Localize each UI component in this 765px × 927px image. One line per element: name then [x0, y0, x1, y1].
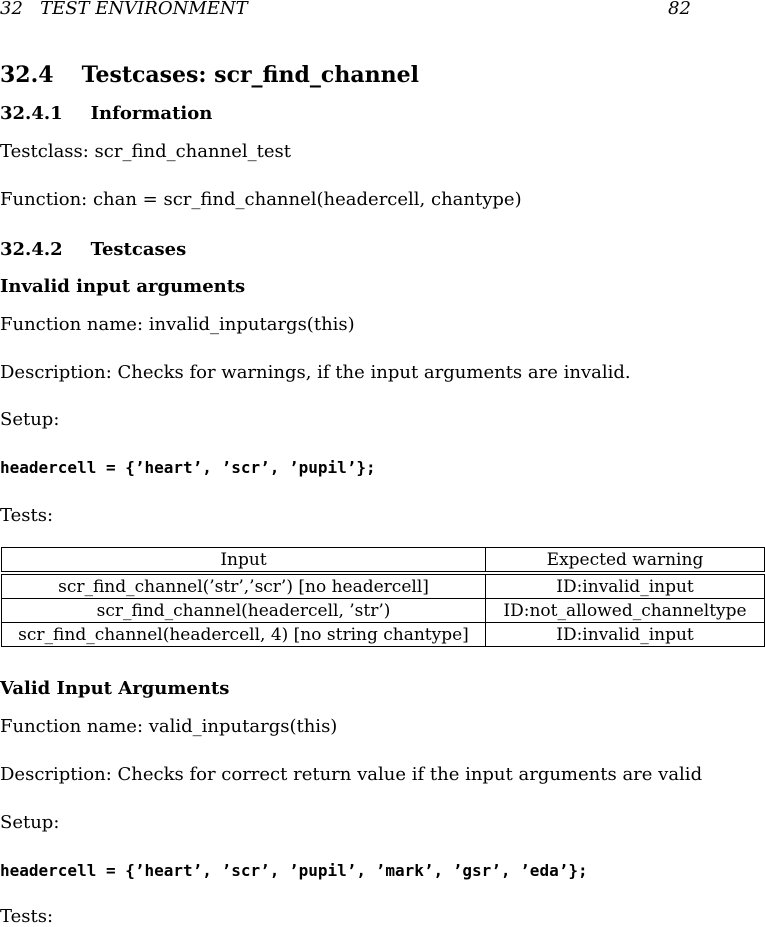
column-header-expected-warning: Expected warning [486, 548, 765, 574]
subsection-heading-testcases [0, 239, 186, 260]
column-header-input: Input [2, 548, 486, 574]
cell-input: scr_find_channel(headercell, ’str’) [2, 599, 486, 623]
valid-function-name: Function name: valid_inputargs(this) [0, 716, 338, 737]
valid-tests-label: Tests: [0, 906, 54, 927]
cell-input: scr_find_channel(headercell, 4) [no string chantype] [2, 623, 486, 647]
section-heading [0, 62, 419, 88]
table-row [2, 573, 765, 599]
subsection-number: 32.4.1 [0, 103, 63, 124]
subsection-heading-information [0, 103, 212, 124]
table-row [2, 599, 765, 623]
invalid-description: Description: Checks for warnings, if the input arguments are invalid. [0, 362, 631, 383]
page-number: 82 [668, 0, 691, 19]
invalid-function-name: Function name: invalid_inputargs(this) [0, 314, 355, 335]
cell-expected-warning: ID:not_allowed_channeltype [486, 599, 765, 623]
table-row [2, 623, 765, 647]
table-header-row [2, 548, 765, 574]
testclass-line: Testclass: scr_find_channel_test [0, 141, 291, 162]
cell-input: scr_find_channel(’str’,’scr’) [no headercell] [2, 573, 486, 599]
cell-expected-warning: ID:invalid_input [486, 623, 765, 647]
section-title: Testcases: scr_find_channel [81, 62, 419, 88]
invalid-heading: Invalid input arguments [0, 276, 246, 297]
function-line: Function: chan = scr_find_channel(headercell, chantype) [0, 189, 522, 210]
valid-setup-label: Setup: [0, 812, 60, 833]
running-header: 32 TEST ENVIRONMENT [0, 0, 248, 19]
subsection-title: Information [90, 103, 213, 124]
invalid-tests-label: Tests: [0, 505, 54, 526]
invalid-setup-code: headercell = {’heart’, ’scr’, ’pupil’}; [0, 458, 376, 477]
cell-expected-warning: ID:invalid_input [486, 573, 765, 599]
valid-description: Description: Checks for correct return value if the input arguments are valid [0, 764, 703, 785]
valid-heading: Valid Input Arguments [0, 678, 230, 699]
invalid-tests-table [1, 547, 765, 647]
subsection-title: Testcases [90, 239, 187, 260]
valid-setup-code: headercell = {’heart’, ’scr’, ’pupil’, ’mark’, ’gsr’, ’eda’}; [0, 861, 588, 880]
invalid-setup-label: Setup: [0, 409, 60, 430]
subsection-number: 32.4.2 [0, 239, 63, 260]
section-number: 32.4 [0, 62, 54, 88]
